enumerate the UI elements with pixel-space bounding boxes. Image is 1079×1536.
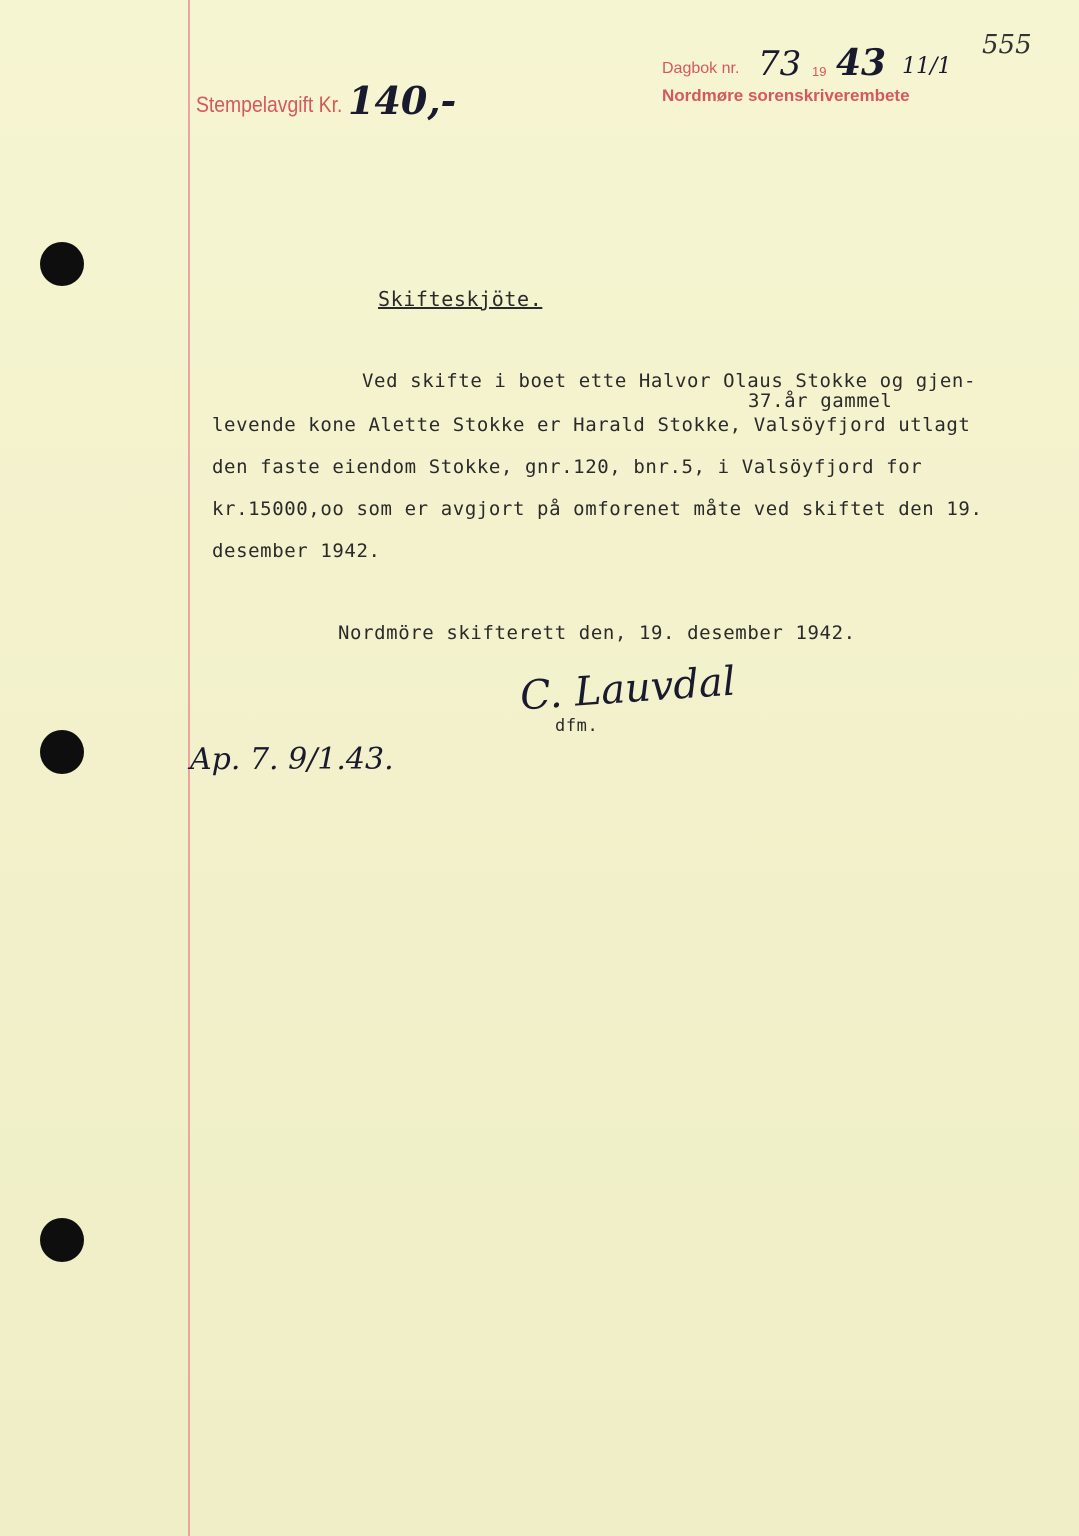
document-title: Skifteskjöte. xyxy=(378,287,543,311)
punch-hole xyxy=(40,730,84,774)
punch-hole xyxy=(40,1218,84,1262)
stamp-fee-amount: 140,- xyxy=(348,78,457,123)
office-stamp: Nordmøre sorenskriverembete xyxy=(662,86,910,105)
body-line: den faste eiendom Stokke, gnr.120, bnr.5, i Valsöyfjord for xyxy=(212,456,923,478)
signature: C. Lauvdal xyxy=(518,658,737,720)
year-suffix: 43 xyxy=(836,42,887,84)
signature-title: dfm. xyxy=(555,716,599,736)
closing-line: Nordmöre skifterett den, 19. desember 1942. xyxy=(338,622,856,644)
body-line: kr.15000,oo som er avgjort på omforenet måte ved skiftet den 19. xyxy=(212,498,983,520)
body-line: Ved skifte i boet ette Halvor Olaus Stokke og gjen- xyxy=(362,370,976,392)
body-line: desember 1942. xyxy=(212,540,381,562)
page-number: 555 xyxy=(982,30,1032,60)
date-note: 11/1 xyxy=(902,54,952,79)
body-line: levende kone Alette Stokke er Harald Stokke, Valsöyfjord utlagt xyxy=(212,414,971,436)
dagbok-number: 73 xyxy=(758,44,802,84)
margin-note: Ap. 7. 9/1.43. xyxy=(190,742,394,777)
year-prefix: 19 xyxy=(812,64,827,79)
dagbok-label: Dagbok nr. xyxy=(662,60,740,77)
stamp-fee-label: Stempelavgift Kr. xyxy=(196,92,343,117)
punch-hole xyxy=(40,242,84,286)
insertion-age: 37.år gammel xyxy=(748,390,893,412)
